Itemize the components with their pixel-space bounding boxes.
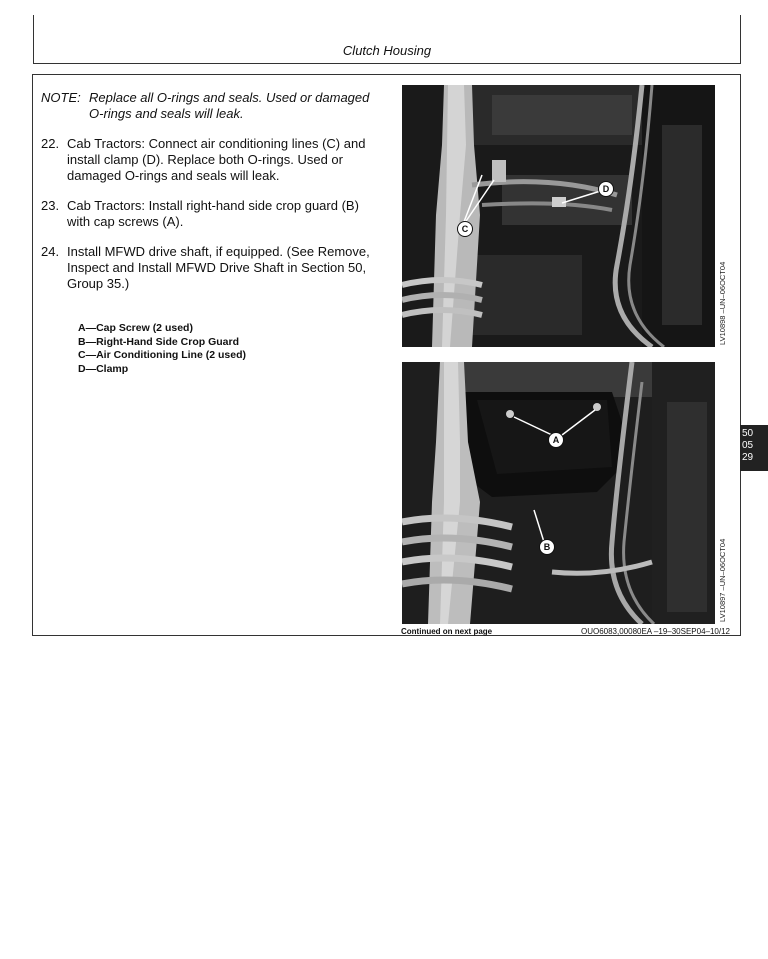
step-body [67,198,359,230]
photo-crop-guard [402,362,715,624]
continued-note: Continued on next page [401,627,493,636]
document-code: OUO6083,00080EA –19–30SEP04–10/12 [580,627,730,636]
section-tab-line: 50 [742,428,754,439]
step-line: Cab Tractors: Install right-hand side crop guard (B) [67,198,359,213]
figure-legend [78,322,386,376]
note-label: NOTE: [41,90,81,105]
page-title: Clutch Housing [342,43,432,58]
note-line-2: O-rings and seals will leak. [89,106,244,121]
legend-item: D—Clamp [78,362,129,375]
step-number: 23. [41,198,60,213]
photo-ac-lines-clamp [402,85,715,347]
note-line-1: Replace all O-rings and seals. Used or damaged [89,90,370,105]
legend-item: B—Right-Hand Side Crop Guard [78,335,239,348]
content-box [32,74,741,636]
callout-b: B [539,539,555,555]
legend-item: A—Cap Screw (2 used) [78,322,193,334]
callout-c: C [457,221,473,237]
legend-item: C—Air Conditioning Line (2 used) [78,349,246,361]
step-22 [41,136,386,184]
callout-d: D [598,181,614,197]
step-body [67,136,365,184]
instruction-text [41,90,386,376]
photo-illustration [402,85,715,347]
section-tab [740,425,768,471]
step-line: Inspect and Install MFWD Drive Shaft in Section 50, [67,260,367,275]
step-body [67,244,370,292]
step-24 [41,244,386,292]
section-tab-line: 29 [742,452,754,463]
step-line: Group 35.) [67,276,130,291]
photo-illustration [402,362,715,624]
step-line: Cab Tractors: Connect air conditioning lines (C) and [67,136,366,151]
step-23 [41,198,386,230]
step-number: 22. [41,136,60,151]
step-line: damaged O-rings and seals will leak. [67,168,280,183]
figure-1-id: LV10898 –UN–06OCT04 [718,261,727,345]
figure-2-id: LV10897 –UN–06OCT04 [718,538,727,622]
section-tab-line: 05 [742,440,754,451]
step-line: with cap screws (A). [67,214,184,229]
note [41,90,386,122]
callout-a: A [548,432,564,448]
step-line: install clamp (D). Replace both O-rings. Used or [67,152,343,167]
note-body [89,90,369,122]
step-number: 24. [41,244,60,259]
page-header [33,15,741,64]
step-line: Install MFWD drive shaft, if equipped. (See Remove, [67,244,370,259]
